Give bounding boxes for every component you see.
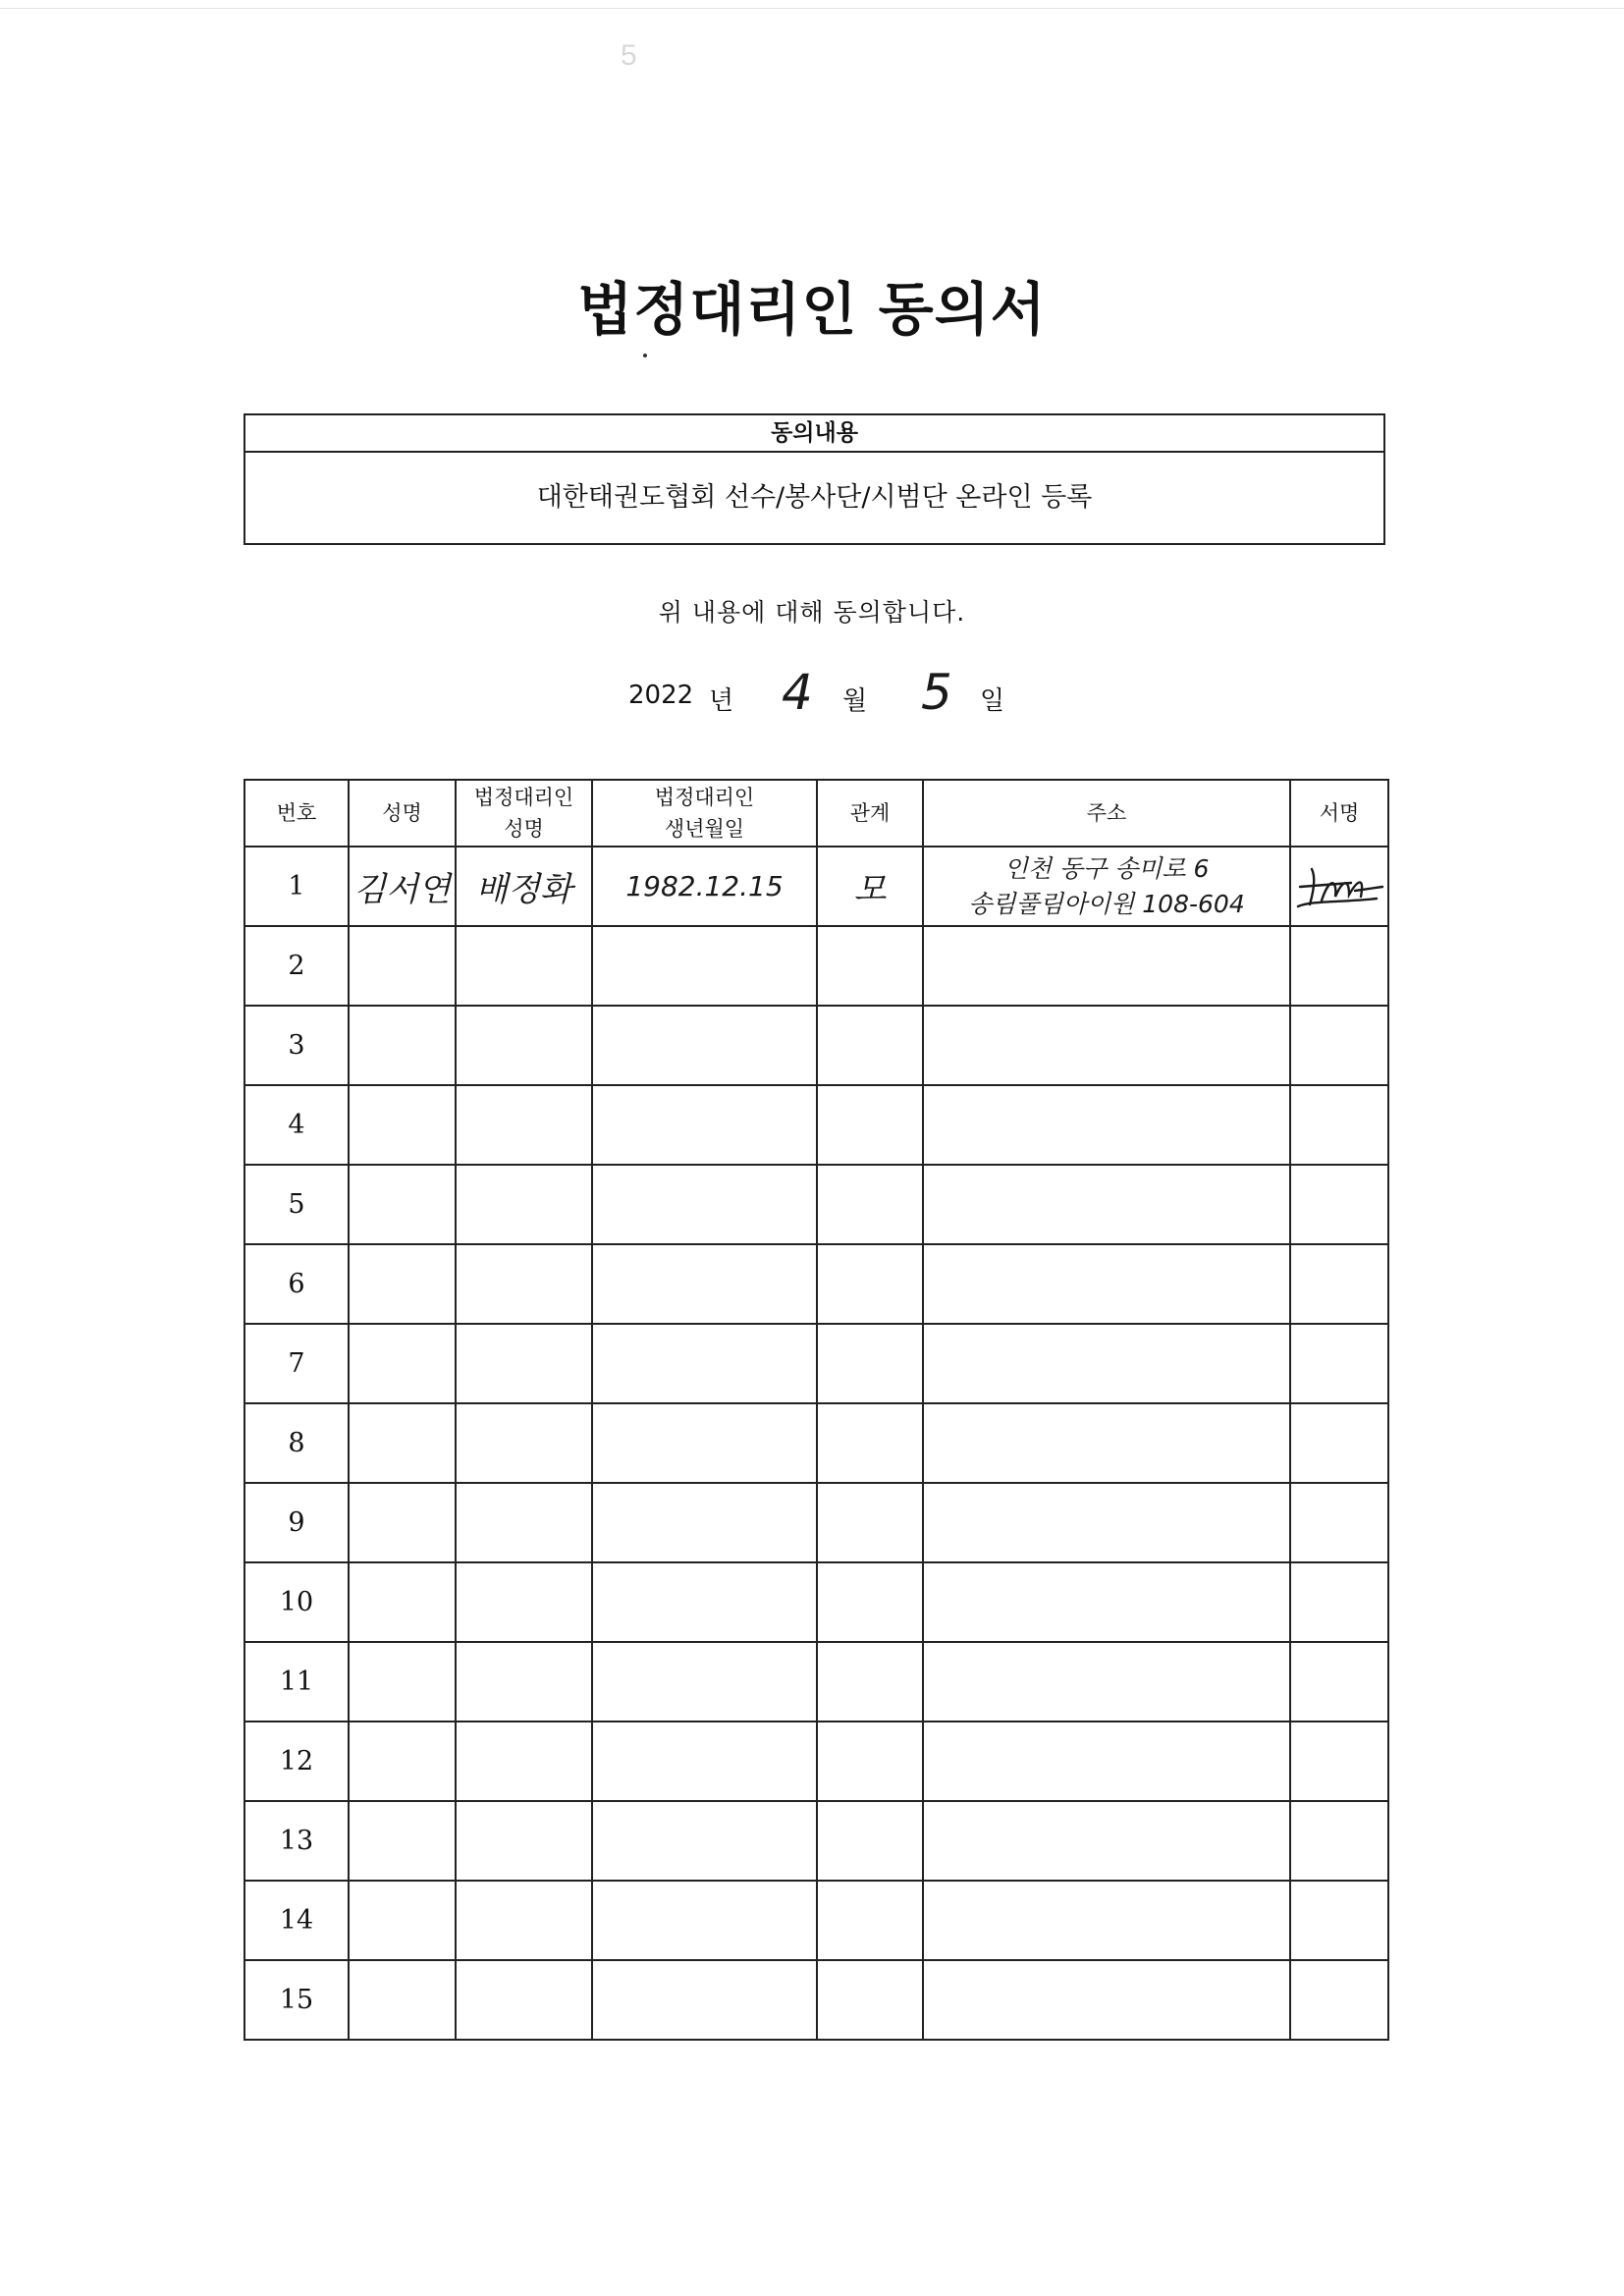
cell-guardian-name — [456, 1642, 592, 1722]
cell-relation — [817, 1562, 923, 1642]
cell-guardian-birth — [592, 1642, 817, 1722]
cell-signature — [1290, 1244, 1388, 1324]
cell-guardian-name: 배정화 — [456, 847, 592, 926]
cell-name — [349, 1881, 456, 1960]
cell-relation — [817, 1642, 923, 1722]
cell-guardian-name — [456, 1324, 592, 1403]
table-row — [244, 847, 1388, 926]
cell-signature — [1290, 1006, 1388, 1085]
cell-signature — [1290, 1881, 1388, 1960]
header-guardian-birth-line1: 법정대리인 — [654, 786, 755, 809]
cell-signature — [1290, 1165, 1388, 1244]
row-number: 11 — [244, 1642, 349, 1722]
cell-name — [349, 1006, 456, 1085]
cell-signature — [1290, 1483, 1388, 1562]
cell-relation — [817, 1960, 923, 2040]
cell-guardian-birth — [592, 1165, 817, 1244]
cell-guardian-name — [456, 1881, 592, 1960]
row-number: 4 — [244, 1085, 349, 1165]
row-number: 5 — [244, 1165, 349, 1244]
cell-guardian-birth — [592, 1006, 817, 1085]
cell-address — [923, 1165, 1290, 1244]
cell-address — [923, 1722, 1290, 1801]
cell-relation — [817, 1324, 923, 1403]
table-row — [244, 1483, 1388, 1562]
cell-signature — [1290, 1722, 1388, 1801]
cell-signature — [1290, 1642, 1388, 1722]
date-day-unit: 일 — [980, 686, 1005, 716]
table-row — [244, 1165, 1388, 1244]
row-number: 7 — [244, 1324, 349, 1403]
cell-relation — [817, 1165, 923, 1244]
cell-name — [349, 1562, 456, 1642]
row-number: 15 — [244, 1960, 349, 2040]
cell-address — [923, 1483, 1290, 1562]
consent-box — [244, 413, 1385, 545]
row-number: 6 — [244, 1244, 349, 1324]
table-row — [244, 1801, 1388, 1881]
cell-address — [923, 1244, 1290, 1324]
cell-guardian-birth — [592, 926, 817, 1006]
cell-name — [349, 1403, 456, 1483]
cell-relation — [817, 1244, 923, 1324]
cell-relation — [817, 1085, 923, 1165]
cell-address — [923, 1562, 1290, 1642]
guardian-table — [244, 779, 1389, 2041]
cell-relation — [817, 1881, 923, 1960]
cell-guardian-birth — [592, 1722, 817, 1801]
date-day-handwritten: 5 — [921, 664, 952, 721]
table-row — [244, 1881, 1388, 1960]
cell-name — [349, 1722, 456, 1801]
cell-address — [923, 847, 1290, 926]
cell-signature — [1290, 1562, 1388, 1642]
cell-guardian-name — [456, 1006, 592, 1085]
table-row — [244, 1324, 1388, 1403]
cell-name — [349, 1244, 456, 1324]
cell-signature — [1290, 1960, 1388, 2040]
row-number: 3 — [244, 1006, 349, 1085]
table-row — [244, 1085, 1388, 1165]
agreement-statement: 위 내용에 대해 동의합니다. — [658, 598, 966, 627]
consent-content: 대한태권도협회 선수/봉사단/시범단 온라인 등록 — [536, 482, 1093, 513]
signature-icon — [1292, 857, 1386, 916]
cell-guardian-name — [456, 1483, 592, 1562]
cell-name — [349, 1483, 456, 1562]
cell-guardian-birth: 1982.12.15 — [592, 847, 817, 926]
cell-guardian-name — [456, 926, 592, 1006]
cell-guardian-name — [456, 1722, 592, 1801]
cell-name: 김서연 — [349, 847, 456, 926]
cell-address — [923, 1881, 1290, 1960]
cell-guardian-birth — [592, 1324, 817, 1403]
cell-guardian-birth — [592, 1085, 817, 1165]
table-row — [244, 1403, 1388, 1483]
page-mark: 5 — [621, 39, 637, 72]
header-no: 번호 — [244, 780, 349, 847]
cell-guardian-name — [456, 1165, 592, 1244]
date-month-unit: 월 — [842, 686, 868, 716]
cell-name — [349, 926, 456, 1006]
row-number: 8 — [244, 1403, 349, 1483]
cell-relation — [817, 1403, 923, 1483]
row-number: 2 — [244, 926, 349, 1006]
table-row — [244, 926, 1388, 1006]
cell-name — [349, 1324, 456, 1403]
header-signature: 서명 — [1290, 780, 1388, 847]
page-title: 법정대리인 동의서 — [577, 276, 1047, 343]
cell-relation: 모 — [817, 847, 923, 926]
row-number: 12 — [244, 1722, 349, 1801]
header-guardian-name — [456, 780, 592, 847]
cell-guardian-birth — [592, 1960, 817, 2040]
header-guardian-name-line2: 성명 — [504, 817, 544, 841]
table-header-row — [244, 780, 1388, 847]
cell-guardian-birth — [592, 1403, 817, 1483]
row-number: 1 — [244, 847, 349, 926]
cell-address — [923, 926, 1290, 1006]
page-edge — [0, 8, 1624, 9]
cell-signature — [1290, 926, 1388, 1006]
row-number: 14 — [244, 1881, 349, 1960]
table-row — [244, 1960, 1388, 2040]
cell-signature — [1290, 1085, 1388, 1165]
address-line-2: 송림풀림아이원 108-604 — [968, 889, 1245, 918]
date-year-unit: 년 — [709, 686, 734, 716]
cell-guardian-name — [456, 1562, 592, 1642]
row-number: 13 — [244, 1801, 349, 1881]
date-month-handwritten: 4 — [782, 664, 813, 721]
cell-guardian-birth — [592, 1881, 817, 1960]
table-row — [244, 1722, 1388, 1801]
cell-relation — [817, 926, 923, 1006]
cell-relation — [817, 1483, 923, 1562]
header-guardian-name-line1: 법정대리인 — [473, 786, 574, 809]
cell-address — [923, 1642, 1290, 1722]
table-row — [244, 1642, 1388, 1722]
cell-guardian-birth — [592, 1562, 817, 1642]
date-year: 2022 — [628, 681, 694, 710]
address-line-1: 인천 동구 송미로 6 — [1003, 853, 1210, 883]
cell-address — [923, 1801, 1290, 1881]
header-address: 주소 — [923, 780, 1290, 847]
cell-relation — [817, 1006, 923, 1085]
header-name: 성명 — [349, 780, 456, 847]
cell-guardian-name — [456, 1403, 592, 1483]
cell-address — [923, 1960, 1290, 2040]
cell-guardian-name — [456, 1244, 592, 1324]
cell-signature — [1290, 1801, 1388, 1881]
cell-name — [349, 1642, 456, 1722]
cell-relation — [817, 1801, 923, 1881]
header-relation: 관계 — [817, 780, 923, 847]
consent-heading: 동의내용 — [245, 415, 1383, 453]
cell-name — [349, 1165, 456, 1244]
table-row — [244, 1244, 1388, 1324]
cell-address — [923, 1324, 1290, 1403]
row-number: 9 — [244, 1483, 349, 1562]
cell-signature — [1290, 1324, 1388, 1403]
cell-address — [923, 1006, 1290, 1085]
cell-name — [349, 1801, 456, 1881]
cell-guardian-name — [456, 1960, 592, 2040]
cell-guardian-birth — [592, 1483, 817, 1562]
cell-name — [349, 1085, 456, 1165]
cell-guardian-birth — [592, 1801, 817, 1881]
cell-address — [923, 1403, 1290, 1483]
cell-relation — [817, 1722, 923, 1801]
header-guardian-birth-line2: 생년월일 — [664, 817, 745, 841]
cell-address — [923, 1085, 1290, 1165]
cell-name — [349, 1960, 456, 2040]
table-row — [244, 1006, 1388, 1085]
table-row — [244, 1562, 1388, 1642]
header-guardian-birth — [592, 780, 817, 847]
stray-dot — [643, 354, 647, 357]
cell-guardian-name — [456, 1801, 592, 1881]
cell-guardian-birth — [592, 1244, 817, 1324]
cell-signature — [1290, 847, 1388, 926]
cell-guardian-name — [456, 1085, 592, 1165]
cell-signature — [1290, 1403, 1388, 1483]
row-number: 10 — [244, 1562, 349, 1642]
